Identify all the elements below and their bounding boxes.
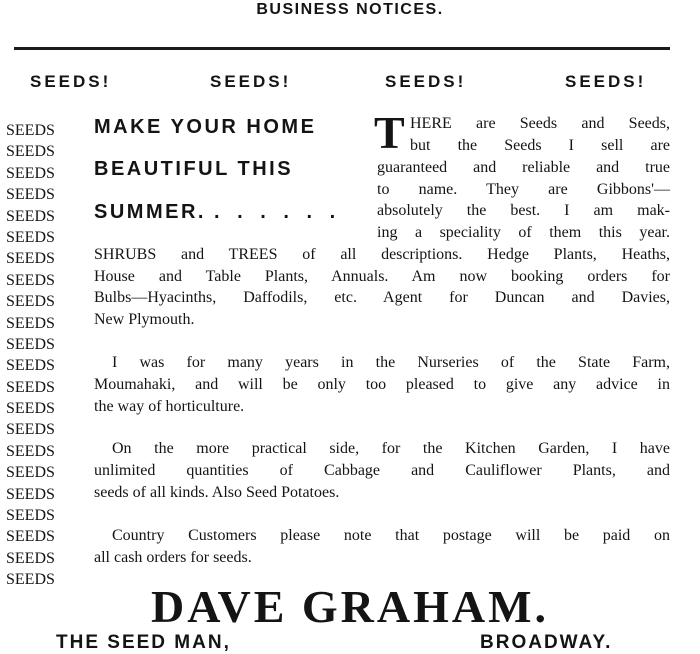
side-seeds-item: SEEDS [6, 507, 55, 525]
practical-line-1: On the more practical side, for the Kitchen Garden, I have [112, 440, 670, 457]
side-seeds-item: SEEDS [6, 207, 55, 225]
headline-line-3 [94, 201, 341, 224]
advertiser-name: DAVE GRAHAM. [150, 581, 550, 632]
side-seeds-item: SEEDS [6, 571, 55, 589]
side-seeds-item: SEEDS [6, 122, 55, 139]
side-seeds-item: SEEDS [6, 485, 55, 503]
country-line-1: Country Customers please note that postage will be paid on [112, 527, 670, 544]
side-seeds-item: SEEDS [6, 549, 55, 567]
intro-line-6: ing a speciality of them this year. [377, 224, 670, 241]
intro-line-4: to name. They are Gibbons'— [377, 181, 670, 198]
nurseries-line-3: the way of horticulture. [94, 398, 245, 415]
side-seeds-item: SEEDS [6, 528, 55, 546]
advertiser-role: THE SEED MAN, [56, 632, 231, 653]
side-seeds-item: SEEDS [6, 164, 55, 182]
side-seeds-item: SEEDS [6, 250, 55, 268]
headline-dots: . . . . . . [214, 201, 342, 223]
side-seeds-item: SEEDS [6, 421, 55, 439]
side-seeds-item: SEEDS [6, 335, 55, 353]
side-seeds-item: SEEDS [6, 271, 55, 289]
advertiser-location: BROADWAY. [480, 632, 613, 653]
side-seeds-item: SEEDS [6, 186, 55, 204]
side-seeds-item: SEEDS [6, 357, 55, 375]
country-line-2: all cash orders for seeds. [94, 549, 252, 566]
headline-line-1: MAKE YOUR HOME [94, 116, 317, 138]
side-seeds-item: SEEDS [6, 442, 55, 460]
intro-line-2: but the Seeds I sell are [410, 137, 670, 154]
seeds-heading-4: SEEDS! [565, 72, 647, 91]
nurseries-line-1: I was for many years in the Nurseries of the State Farm, [112, 354, 670, 371]
headline-summer: SUMMER. [94, 201, 206, 223]
intro-dropcap: T [374, 107, 405, 158]
header-rule [14, 47, 670, 50]
intro-line-1: HERE are Seeds and Seeds, [410, 115, 670, 132]
shrubs-line-3: Bulbs—Hyacinths, Daffodils, etc. Agent for Duncan and Davies, [94, 289, 670, 306]
intro-line-5: absolutely the best. I am mak- [377, 202, 670, 219]
side-seeds-item: SEEDS [6, 314, 55, 332]
intro-line-3: guaranteed and reliable and true [377, 159, 670, 176]
shrubs-line-1: SHRUBS and TREES of all descriptions. Hedge Plants, Heaths, [94, 246, 670, 263]
seeds-heading-3: SEEDS! [385, 72, 467, 91]
side-seeds-item: SEEDS [6, 143, 55, 161]
side-seeds-item: SEEDS [6, 228, 55, 246]
seeds-side-column [6, 120, 55, 591]
shrubs-line-4: New Plymouth. [94, 311, 195, 328]
practical-line-3: seeds of all kinds. Also Seed Potatoes. [94, 484, 340, 501]
side-seeds-item: SEEDS [6, 400, 55, 418]
seeds-heading-1: SEEDS! [30, 72, 112, 91]
headline-line-2: BEAUTIFUL THIS [94, 158, 294, 180]
side-seeds-item: SEEDS [6, 464, 55, 482]
section-title: BUSINESS NOTICES. [256, 1, 444, 18]
practical-line-2: unlimited quantities of Cabbage and Cauliflower Plants, and [94, 462, 670, 479]
shrubs-line-2: House and Table Plants, Annuals. Am now booking orders for [94, 268, 670, 285]
seeds-heading-2: SEEDS! [210, 72, 292, 91]
side-seeds-item: SEEDS [6, 293, 55, 311]
side-seeds-item: SEEDS [6, 378, 55, 396]
nurseries-line-2: Moumahaki, and will be only too pleased to give any advice in [94, 376, 670, 393]
